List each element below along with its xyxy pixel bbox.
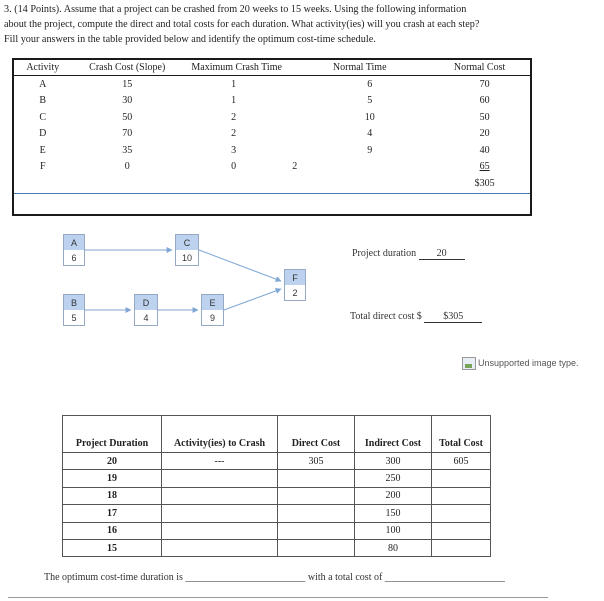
cell: 35 bbox=[122, 144, 133, 156]
cell: 60 bbox=[479, 95, 490, 107]
total-direct-cost-annotation bbox=[350, 311, 482, 323]
node-a bbox=[63, 234, 85, 266]
header-activities-to-crash: Activity(ies) to Crash bbox=[162, 416, 278, 453]
cell[interactable] bbox=[432, 539, 491, 556]
cell[interactable] bbox=[432, 470, 491, 487]
node-c bbox=[175, 234, 199, 266]
total-normal-cost: $305 bbox=[474, 177, 495, 189]
cell[interactable] bbox=[162, 539, 278, 556]
node-d-duration: 4 bbox=[143, 313, 149, 323]
crash-row bbox=[63, 522, 491, 539]
cell: 4 bbox=[367, 128, 373, 140]
node-b-label: B bbox=[64, 295, 84, 310]
cell: 250 bbox=[355, 470, 432, 487]
project-duration-label: Project duration bbox=[352, 248, 417, 259]
cell: 40 bbox=[479, 144, 490, 156]
cell: 15 bbox=[63, 539, 162, 556]
node-d bbox=[134, 294, 158, 326]
cell: F bbox=[39, 161, 46, 173]
cell: 1 bbox=[231, 78, 237, 90]
node-e bbox=[201, 294, 224, 326]
cell[interactable] bbox=[278, 470, 355, 487]
header-max-crash-time: Maximum Crash Time bbox=[183, 60, 290, 76]
cell: 1 bbox=[231, 95, 237, 107]
broken-image-icon bbox=[462, 357, 476, 370]
header-project-duration: Project Duration bbox=[63, 416, 162, 453]
crash-table-header-row bbox=[63, 416, 491, 453]
header-activity: Activity bbox=[14, 60, 71, 76]
cell: 0 bbox=[124, 161, 130, 173]
header-total-cost: Total Cost bbox=[432, 416, 491, 453]
header-normal-cost: Normal Cost bbox=[429, 60, 530, 76]
node-f bbox=[284, 269, 306, 301]
f-normal-time: 2 bbox=[292, 161, 298, 173]
cell: 3 bbox=[231, 144, 237, 156]
cell[interactable] bbox=[162, 470, 278, 487]
cell: 20 bbox=[479, 128, 490, 140]
crash-row bbox=[63, 487, 491, 504]
broken-image-text: Unsupported image type. bbox=[478, 357, 579, 368]
cell: 17 bbox=[63, 505, 162, 522]
arrow-c-f bbox=[199, 250, 281, 281]
cell[interactable]: 305 bbox=[278, 453, 355, 470]
cell: 100 bbox=[355, 522, 432, 539]
cell: 300 bbox=[355, 453, 432, 470]
cell[interactable] bbox=[278, 522, 355, 539]
crash-row bbox=[63, 453, 491, 470]
header-indirect-cost: Indirect Cost bbox=[355, 416, 432, 453]
cell: 2 bbox=[231, 111, 237, 123]
cell: B bbox=[39, 95, 47, 107]
node-f-label: F bbox=[285, 270, 305, 285]
crash-row bbox=[63, 505, 491, 522]
cell: E bbox=[39, 144, 46, 156]
node-a-duration: 6 bbox=[71, 253, 77, 263]
optimum-middle: with a total cost of bbox=[307, 572, 383, 583]
cell: 10 bbox=[364, 111, 375, 123]
total-direct-cost-value: $305 bbox=[424, 311, 482, 323]
cell: 30 bbox=[122, 95, 133, 107]
cell: 18 bbox=[63, 487, 162, 504]
cell: 19 bbox=[63, 470, 162, 487]
cell: 70 bbox=[479, 78, 490, 90]
header-normal-time: Normal Time bbox=[290, 60, 429, 76]
cell: 150 bbox=[355, 505, 432, 522]
header-direct-cost: Direct Cost bbox=[278, 416, 355, 453]
cell: 16 bbox=[63, 522, 162, 539]
total-direct-cost-label: Total direct cost $ bbox=[350, 311, 422, 322]
optimum-duration-blank[interactable]: ________________________ bbox=[185, 572, 306, 583]
question-line-2: about the project, compute the direct and total costs for each duration. What activity(ies) will you crash at each step? bbox=[4, 19, 480, 30]
cell[interactable] bbox=[162, 487, 278, 504]
cell: C bbox=[39, 111, 47, 123]
cell: 50 bbox=[479, 111, 490, 123]
node-e-duration: 9 bbox=[209, 313, 215, 323]
node-f-duration: 2 bbox=[292, 288, 298, 298]
cell: 200 bbox=[355, 487, 432, 504]
cell: 2 bbox=[231, 128, 237, 140]
bottom-divider bbox=[8, 597, 548, 598]
header-crash-cost: Crash Cost (Slope) bbox=[71, 60, 183, 76]
crash-row bbox=[63, 539, 491, 556]
cell[interactable] bbox=[278, 505, 355, 522]
optimum-cost-blank[interactable]: ________________________ bbox=[384, 572, 505, 583]
cell: 50 bbox=[122, 111, 133, 123]
cell[interactable] bbox=[162, 522, 278, 539]
cell[interactable] bbox=[432, 505, 491, 522]
cell: 70 bbox=[122, 128, 133, 140]
node-c-duration: 10 bbox=[181, 253, 192, 263]
cell: 6 bbox=[367, 78, 373, 90]
cell[interactable] bbox=[432, 487, 491, 504]
question-line-3: Fill your answers in the table provided below and identify the optimum cost-time schedule. bbox=[4, 34, 376, 45]
project-duration-value: 20 bbox=[419, 248, 465, 260]
cell[interactable] bbox=[278, 487, 355, 504]
optimum-prefix: The optimum cost-time duration is bbox=[44, 572, 183, 583]
cell[interactable] bbox=[162, 505, 278, 522]
cell[interactable] bbox=[432, 522, 491, 539]
node-b-duration: 5 bbox=[71, 313, 77, 323]
cell: 9 bbox=[367, 144, 373, 156]
cell: 0 bbox=[231, 161, 237, 173]
node-d-label: D bbox=[135, 295, 157, 310]
cell: A bbox=[39, 78, 47, 90]
crash-schedule-table bbox=[62, 415, 491, 557]
cell: D bbox=[39, 128, 47, 140]
optimum-statement bbox=[44, 572, 505, 583]
cell: 20 bbox=[63, 453, 162, 470]
cell[interactable]: 605 bbox=[432, 453, 491, 470]
cell: 5 bbox=[367, 95, 373, 107]
question-line-1: 3. (14 Points). Assume that a project can be crashed from 20 weeks to 15 weeks. Using the following information bbox=[4, 4, 467, 15]
cell[interactable]: --- bbox=[162, 453, 278, 470]
f-normal-cost: 65 bbox=[479, 161, 490, 173]
node-c-label: C bbox=[176, 235, 198, 250]
broken-image bbox=[462, 357, 579, 370]
project-duration-annotation bbox=[352, 248, 465, 260]
node-a-label: A bbox=[64, 235, 84, 250]
cell: 80 bbox=[355, 539, 432, 556]
crash-row bbox=[63, 470, 491, 487]
cell: 15 bbox=[122, 78, 133, 90]
node-e-label: E bbox=[202, 295, 223, 310]
node-b bbox=[63, 294, 85, 326]
cell[interactable] bbox=[278, 539, 355, 556]
arrow-e-f bbox=[224, 289, 281, 310]
